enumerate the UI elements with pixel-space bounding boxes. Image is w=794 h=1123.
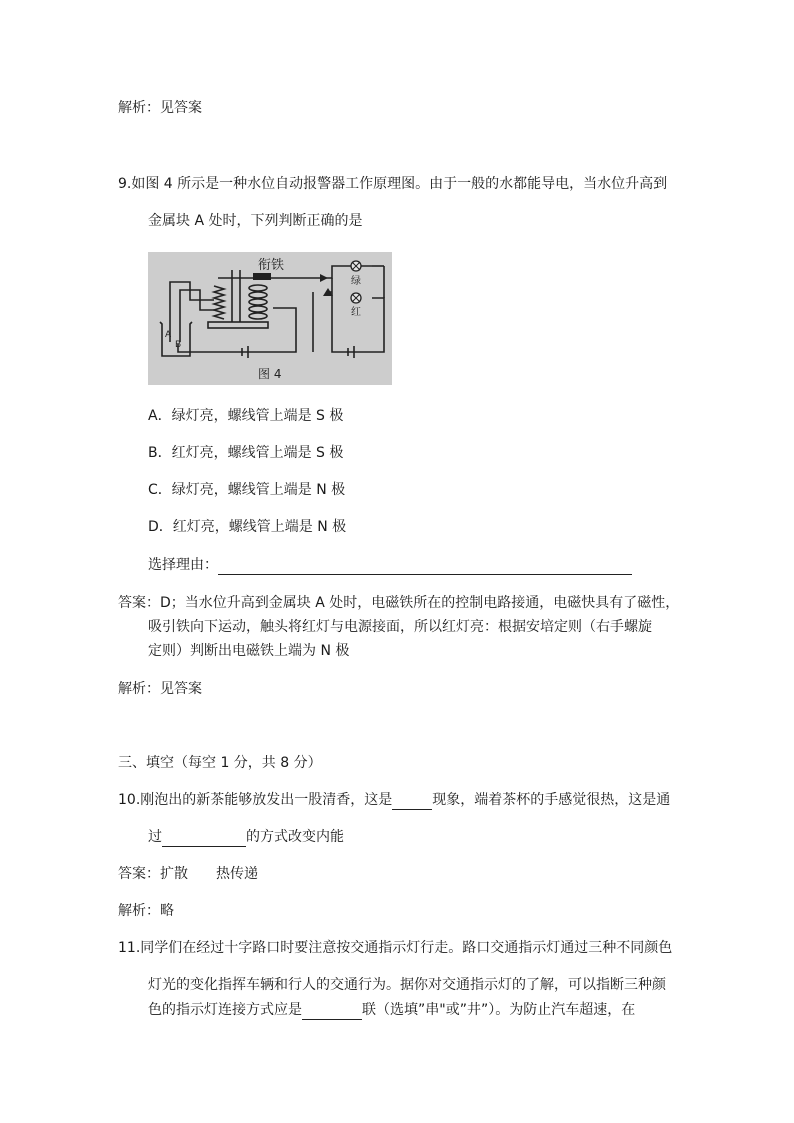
answer-text-end: 定则）判断出电磁铁上端为 N 极 <box>148 643 350 659</box>
reason-label: 选择理由： <box>148 557 218 573</box>
option-b: B．红灯亮，螺线管上端是 S 极 <box>148 445 344 461</box>
figure-caption: 图 4 <box>258 367 282 381</box>
question-11-text: 色的指示灯连接方式应是 <box>148 1002 302 1018</box>
question-10-text: 的方式改变内能 <box>246 829 344 845</box>
analysis-text: 解析：见答案 <box>118 681 202 697</box>
question-10-text: 10.刚泡出的新茶能够放发出一股清香，这是 <box>118 792 393 808</box>
question-11-stem: 11.同学们在经过十字路口时要注意按交通指示灯行走。路口交通指示灯通过三种不同颜色 <box>118 940 673 956</box>
label-a: A <box>165 330 172 340</box>
option-a: A．绿灯亮，螺线管上端是 S 极 <box>148 408 344 424</box>
answer-value: 热传递 <box>216 866 258 882</box>
fill-blank <box>392 793 432 810</box>
question-10-text: 过 <box>148 829 162 845</box>
question-11-text: 联（选填”串"或”井”）。为防止汽车超速，在 <box>362 1002 636 1018</box>
label-red: 红 <box>351 307 361 318</box>
section-title: 三、填空（每空 1 分，共 8 分） <box>118 755 322 771</box>
question-9-stem-continued: 金属块 A 处时，下列判断正确的是 <box>148 213 363 229</box>
question-10-stem <box>118 790 670 810</box>
option-c: C．绿灯亮，螺线管上端是 N 极 <box>148 482 346 498</box>
answer-text: 答案：D；当水位升高到金属块 A 处时，电磁铁所在的控制电路接通，电磁快具有了磁性， <box>118 595 680 611</box>
fill-blank <box>162 830 246 847</box>
reason-answer-line <box>218 558 632 575</box>
answer-text-continued: 吸引铁向下运动，触头将红灯与电源接面，所以红灯亮：根据安培定则（右手螺旋 <box>148 619 652 635</box>
answer-text <box>118 864 258 884</box>
question-10-text: 现象，端着茶杯的手感觉很热，这是通 <box>432 792 671 808</box>
analysis-text: 解析：见答案 <box>118 100 202 116</box>
label-green: 绿 <box>351 276 361 287</box>
answer-label: 答案：扩散 <box>118 866 188 882</box>
question-11-stem-continued: 灯光的变化指挥车辆和行人的交通行为。据你对交通指示灯的了解，可以指断三种颜 <box>148 977 666 993</box>
question-10-stem-continued <box>148 827 344 847</box>
label-b: B <box>175 340 182 350</box>
option-d: D．红灯亮，螺线管上端是 N 极 <box>148 519 347 535</box>
fill-blank <box>302 1003 362 1020</box>
reason-row <box>148 555 632 575</box>
question-11-stem-end <box>148 1000 635 1020</box>
label-armature: 衔铁 <box>258 258 285 273</box>
analysis-text: 解析：略 <box>118 903 174 919</box>
question-9-stem: 9.如图 4 所示是一种水位自动报警器工作原理图。由于一般的水都能导电，当水位升高到 <box>118 176 668 192</box>
figure-4-water-level-alarm-circuit <box>148 252 392 385</box>
